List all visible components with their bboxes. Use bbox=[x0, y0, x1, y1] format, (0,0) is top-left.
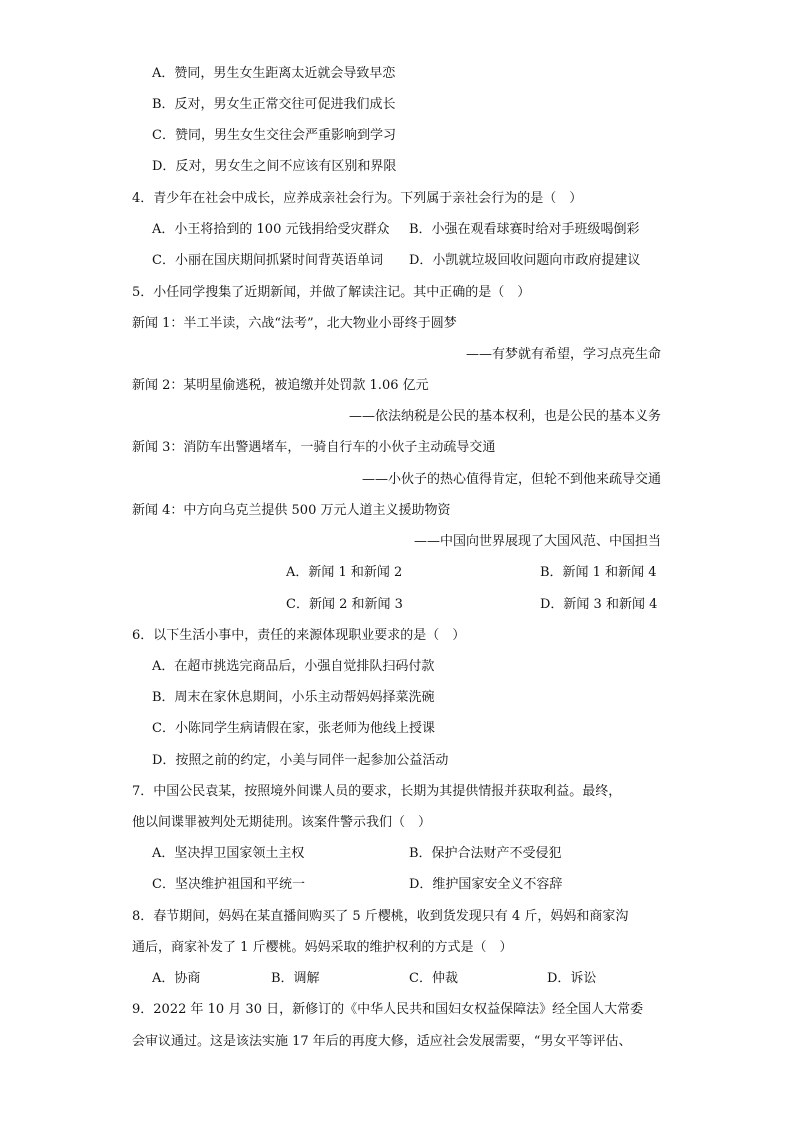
q8-option-c: C．仲裁 bbox=[409, 971, 458, 986]
q8-options-row bbox=[152, 970, 661, 988]
q4-stem: 4．青少年在社会中成长，应养成亲社会行为。下列属于亲社会行为的是（ ） bbox=[132, 191, 583, 206]
q5-news-4: 新闻 4：中方向乌克兰提供 500 万元人道主义援助物资 bbox=[132, 503, 451, 518]
q4-option-a: A．小王将拾到的 100 元钱捐给受灾群众 bbox=[152, 222, 390, 237]
q5-option-c: C．新闻 2 和新闻 3 bbox=[286, 597, 403, 612]
q7-option-b: B．保护合法财产不受侵犯 bbox=[409, 846, 562, 861]
q9-stem-line-2: 会审议通过。这是该法实施 17 年后的再度大修，适应社会发展需要，“男女平等评估、 bbox=[132, 1034, 632, 1049]
q7-option-c: C．坚决维护祖国和平统一 bbox=[152, 877, 305, 892]
q4-option-b: B．小强在观看球赛时给对手班级喝倒彩 bbox=[409, 222, 640, 237]
q5-note-2: ——依法纳税是公民的基本权利，也是公民的基本义务 bbox=[348, 409, 661, 424]
q5-news-2: 新闻 2：某明星偷逃税，被追缴并处罚款 1.06 亿元 bbox=[132, 378, 429, 393]
q7-stem-line-1: 7．中国公民袁某，按照境外间谍人员的要求，长期为其提供情报并获取利益。最终， bbox=[132, 784, 622, 799]
q7-option-d: D．维护国家安全义不容辞 bbox=[409, 877, 563, 892]
q5-note-4: ——中国向世界展现了大国风范、中国担当 bbox=[413, 534, 661, 549]
q6-stem: 6．以下生活小事中，责任的来源体现职业要求的是（ ） bbox=[132, 628, 466, 643]
q7-stem-line-2: 他以间谍罪被判处无期徒刑。该案件警示我们（ ） bbox=[132, 815, 432, 830]
q8-option-d: D．诉讼 bbox=[547, 971, 597, 986]
q4-option-d: D．小凯就垃圾回收问题向市政府提建议 bbox=[409, 253, 641, 268]
q6-option-b: B．周末在家休息期间，小乐主动帮妈妈择菜洗碗 bbox=[152, 690, 435, 705]
q5-news-1: 新闻 1：半工半读，六战“法考”，北大物业小哥终于圆梦 bbox=[132, 316, 457, 331]
q5-option-a: A．新闻 1 和新闻 2 bbox=[286, 565, 403, 580]
q5-stem: 5．小任同学搜集了近期新闻，并做了解读注记。其中正确的是（ ） bbox=[132, 285, 531, 300]
q3-option-b: B．反对，男女生正常交往可促进我们成长 bbox=[152, 97, 396, 112]
q8-stem-line-1: 8．春节期间，妈妈在某直播间购买了 5 斤樱桃，收到货发现只有 4 斤，妈妈和商家沟 bbox=[132, 909, 629, 924]
q4-options-row-2 bbox=[152, 252, 661, 270]
q5-option-b: B．新闻 1 和新闻 4 bbox=[540, 565, 657, 580]
q8-stem-line-2: 通后，商家补发了 1 斤樱桃。妈妈采取的维护权利的方式是（ ） bbox=[132, 940, 513, 955]
q4-options-row-1 bbox=[152, 221, 661, 239]
q7-options-row-2 bbox=[152, 876, 661, 894]
q6-option-c: C．小陈同学生病请假在家，张老师为他线上授课 bbox=[152, 721, 435, 736]
q5-option-d: D．新闻 3 和新闻 4 bbox=[540, 597, 658, 612]
q6-option-d: D．按照之前的约定，小美与同伴一起参加公益活动 bbox=[152, 753, 449, 768]
q8-option-b: B．调解 bbox=[271, 971, 320, 986]
q5-note-3: ——小伙子的热心值得肯定，但轮不到他来疏导交通 bbox=[361, 472, 661, 487]
q9-stem-line-1: 9．2022 年 10 月 30 日，新修订的《中华人民共和国妇女权益保障法》经全国人大常委 bbox=[132, 1002, 644, 1017]
q3-option-a: A．赞同，男生女生距离太近就会导致早恋 bbox=[152, 66, 396, 81]
q4-option-c: C．小丽在国庆期间抓紧时间背英语单词 bbox=[152, 253, 383, 268]
q6-option-a: A．在超市挑选完商品后，小强自觉排队扫码付款 bbox=[152, 659, 435, 674]
q7-options-row-1 bbox=[152, 845, 661, 863]
q5-news-3: 新闻 3：消防车出警遇堵车，一骑自行车的小伙子主动疏导交通 bbox=[132, 440, 496, 455]
q8-option-a: A．协商 bbox=[152, 971, 201, 986]
q5-note-1: ——有梦就有希望，学习点亮生命 bbox=[465, 347, 661, 362]
q3-option-d: D．反对，男女生之间不应该有区别和界限 bbox=[152, 159, 397, 174]
q3-option-c: C．赞同，男生女生交往会严重影响到学习 bbox=[152, 128, 396, 143]
q7-option-a: A．坚决捍卫国家领土主权 bbox=[152, 846, 305, 861]
